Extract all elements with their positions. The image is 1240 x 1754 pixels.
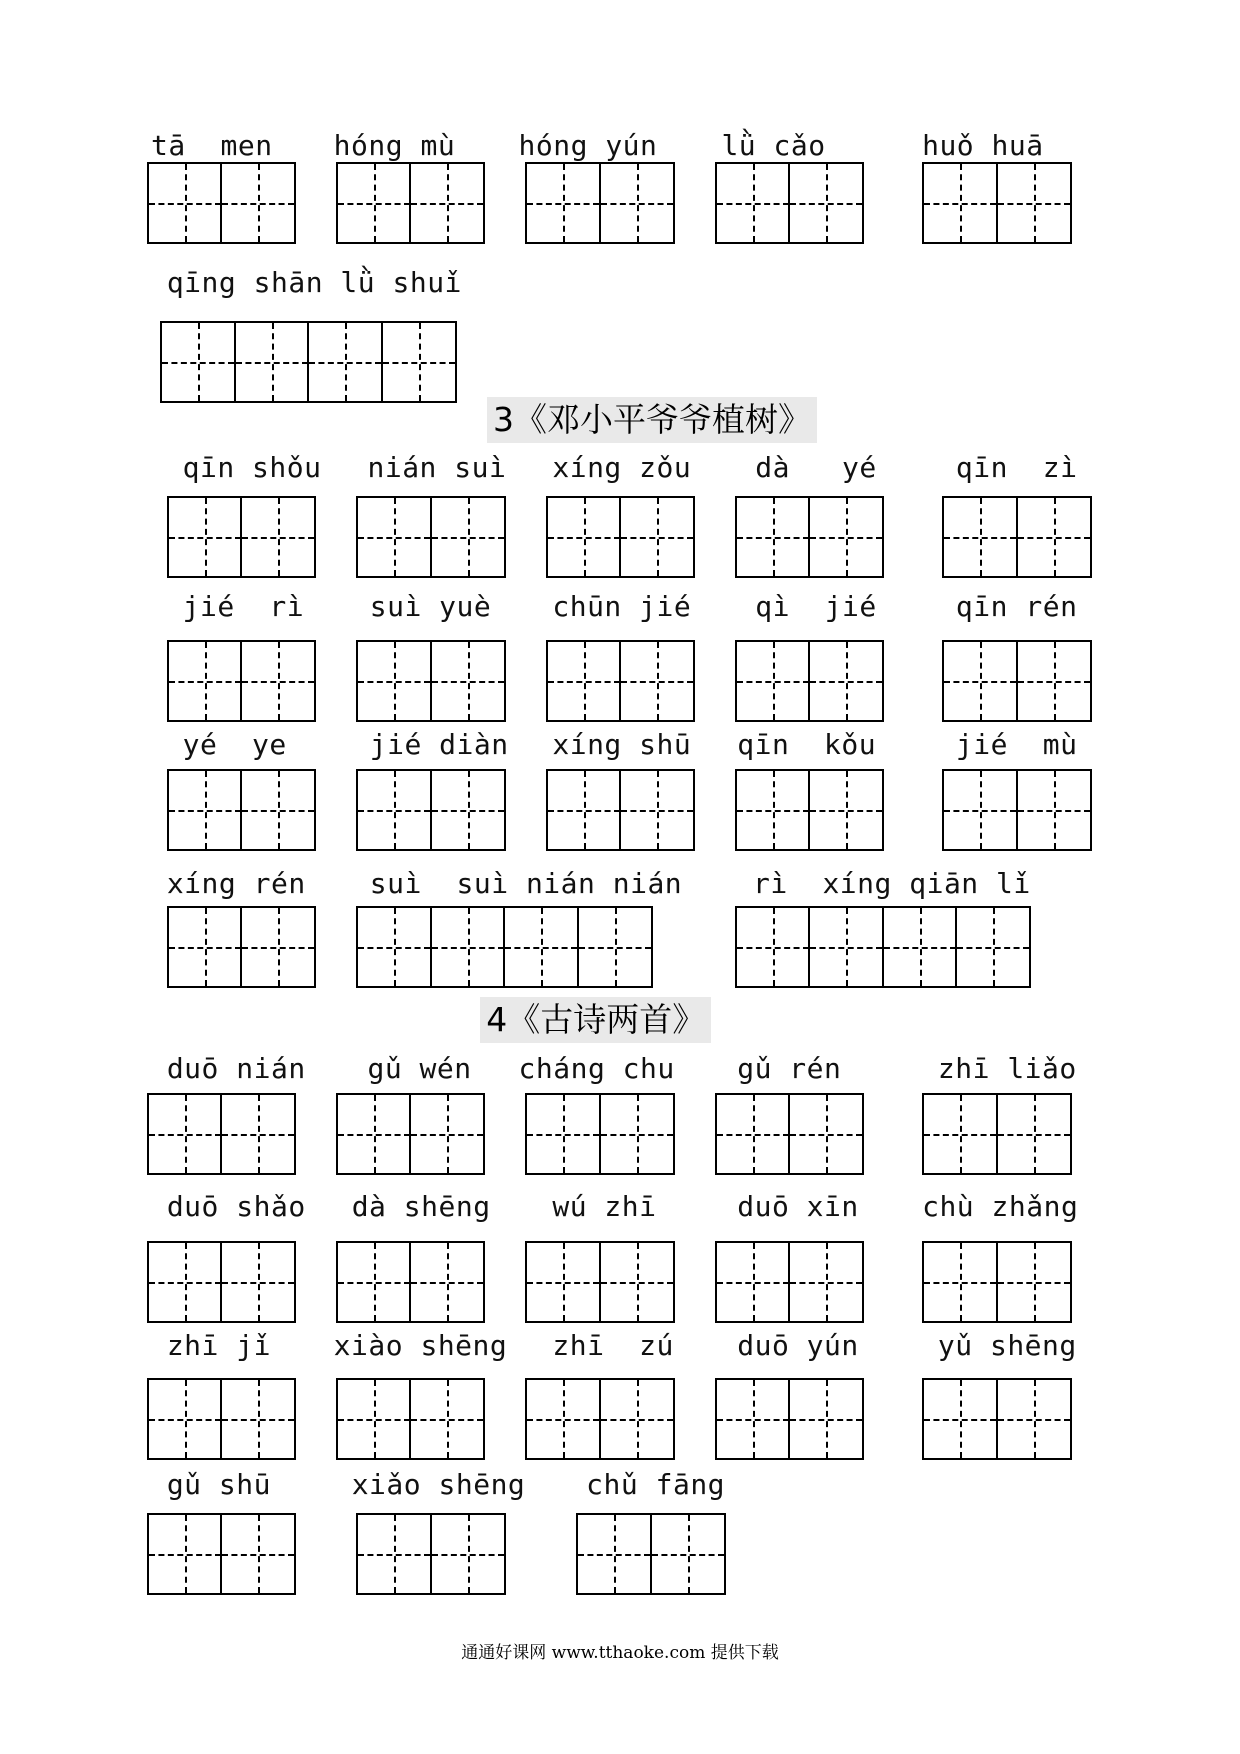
writing-cell[interactable] — [220, 162, 296, 244]
pinyin-label: yé ye — [182, 728, 287, 762]
pinyin-label: duō shǎo — [166, 1190, 306, 1224]
writing-cell[interactable] — [240, 769, 316, 851]
tianzige-grid — [922, 162, 1072, 244]
tianzige-grid — [147, 1513, 297, 1595]
writing-cell[interactable] — [220, 1093, 296, 1175]
writing-cell[interactable] — [735, 496, 811, 578]
writing-cell[interactable] — [525, 162, 601, 244]
tianzige-grid — [147, 1378, 297, 1460]
writing-cell[interactable] — [922, 162, 998, 244]
tianzige-grid — [356, 640, 506, 722]
tianzige-grid — [167, 906, 317, 988]
writing-cell[interactable] — [996, 1378, 1072, 1460]
writing-cell[interactable] — [336, 1241, 412, 1323]
tianzige-grid — [356, 906, 653, 988]
writing-cell[interactable] — [381, 321, 457, 403]
writing-cell[interactable] — [356, 496, 432, 578]
writing-cell[interactable] — [356, 906, 432, 988]
writing-cell[interactable] — [735, 640, 811, 722]
writing-cell[interactable] — [599, 1378, 675, 1460]
tianzige-grid — [922, 1241, 1072, 1323]
writing-cell[interactable] — [430, 769, 506, 851]
writing-cell[interactable] — [577, 906, 653, 988]
tianzige-grid — [167, 496, 317, 578]
writing-cell[interactable] — [576, 1513, 652, 1595]
tianzige-grid — [942, 640, 1092, 722]
writing-cell[interactable] — [955, 906, 1031, 988]
pinyin-label: rì xíng qiān lǐ — [753, 866, 1031, 900]
writing-cell[interactable] — [808, 769, 884, 851]
tianzige-grid — [167, 769, 317, 851]
writing-cell[interactable] — [356, 1513, 432, 1595]
writing-cell[interactable] — [409, 1093, 485, 1175]
writing-cell[interactable] — [619, 769, 695, 851]
footer-credit: 通通好课网 www.tthaoke.com 提供下载 — [461, 1643, 779, 1663]
pinyin-label: qīn shǒu — [182, 450, 322, 484]
tianzige-grid — [546, 496, 696, 578]
writing-cell[interactable] — [525, 1241, 601, 1323]
writing-cell[interactable] — [942, 769, 1018, 851]
writing-cell[interactable] — [996, 162, 1072, 244]
pinyin-label: duō xīn — [737, 1190, 859, 1224]
writing-cell[interactable] — [922, 1378, 998, 1460]
pinyin-label: dà yé — [755, 450, 877, 484]
lesson-title: 4《古诗两首》 — [480, 997, 711, 1043]
tianzige-grid — [525, 1241, 675, 1323]
writing-cell[interactable] — [147, 1241, 223, 1323]
pinyin-label: lǜ cǎo — [721, 128, 826, 162]
tianzige-grid — [336, 1093, 486, 1175]
writing-cell[interactable] — [619, 640, 695, 722]
pinyin-label: hóng mù — [333, 128, 456, 162]
writing-cell[interactable] — [808, 640, 884, 722]
tianzige-grid — [735, 906, 1032, 988]
pinyin-label: hóng yún — [518, 128, 658, 162]
writing-cell[interactable] — [546, 769, 622, 851]
pinyin-label: chǔ fāng — [586, 1467, 726, 1501]
tianzige-grid — [922, 1093, 1072, 1175]
writing-cell[interactable] — [240, 496, 316, 578]
tianzige-grid — [546, 769, 696, 851]
tianzige-grid — [336, 1378, 486, 1460]
tianzige-grid — [147, 1241, 297, 1323]
writing-cell[interactable] — [942, 640, 1018, 722]
writing-cell[interactable] — [715, 1378, 791, 1460]
tianzige-grid — [336, 1241, 486, 1323]
pinyin-label: wú zhī — [552, 1190, 657, 1224]
pinyin-label: qì jié — [755, 589, 877, 623]
pinyin-label: xiào shēng — [333, 1329, 508, 1363]
writing-cell[interactable] — [599, 1093, 675, 1175]
tianzige-grid — [525, 1093, 675, 1175]
tianzige-grid — [356, 1513, 506, 1595]
writing-cell[interactable] — [167, 906, 243, 988]
tianzige-grid — [922, 1378, 1072, 1460]
pinyin-label: qīn kǒu — [737, 728, 877, 762]
tianzige-grid — [525, 162, 675, 244]
pinyin-label: gǔ shū — [166, 1467, 271, 1501]
tianzige-grid — [735, 496, 885, 578]
tianzige-grid — [356, 769, 506, 851]
writing-cell[interactable] — [599, 1241, 675, 1323]
pinyin-label: yǔ shēng — [937, 1329, 1077, 1363]
writing-cell[interactable] — [167, 769, 243, 851]
writing-cell[interactable] — [922, 1241, 998, 1323]
writing-cell[interactable] — [336, 162, 412, 244]
writing-cell[interactable] — [409, 1241, 485, 1323]
writing-cell[interactable] — [409, 162, 485, 244]
writing-cell[interactable] — [715, 1093, 791, 1175]
pinyin-label: qīn rén — [955, 589, 1078, 623]
writing-cell[interactable] — [735, 769, 811, 851]
pinyin-label: xíng shū — [552, 728, 692, 762]
tianzige-grid — [160, 321, 457, 403]
writing-cell[interactable] — [160, 321, 236, 403]
writing-cell[interactable] — [599, 162, 675, 244]
pinyin-label: duō nián — [166, 1051, 306, 1085]
writing-cell[interactable] — [503, 906, 579, 988]
pinyin-label: qīn zì — [955, 450, 1078, 484]
pinyin-label: gǔ wén — [367, 1051, 472, 1085]
pinyin-label: zhī zú — [552, 1329, 674, 1363]
tianzige-grid — [735, 640, 885, 722]
writing-cell[interactable] — [1016, 496, 1092, 578]
pinyin-label: cháng chu — [518, 1051, 675, 1085]
tianzige-grid — [336, 162, 486, 244]
writing-cell[interactable] — [922, 1093, 998, 1175]
writing-cell[interactable] — [409, 1378, 485, 1460]
pinyin-label: suì suì nián nián — [369, 866, 683, 900]
writing-cell[interactable] — [147, 162, 223, 244]
writing-cell[interactable] — [650, 1513, 726, 1595]
writing-cell[interactable] — [788, 162, 864, 244]
writing-cell[interactable] — [735, 906, 811, 988]
writing-cell[interactable] — [234, 321, 310, 403]
pinyin-label: xíng rén — [166, 866, 306, 900]
pinyin-label: xíng zǒu — [552, 450, 692, 484]
writing-cell[interactable] — [220, 1241, 296, 1323]
writing-cell[interactable] — [167, 640, 243, 722]
tianzige-grid — [942, 496, 1092, 578]
writing-cell[interactable] — [619, 496, 695, 578]
pinyin-label: duō yún — [737, 1329, 859, 1363]
tianzige-grid — [147, 1093, 297, 1175]
pinyin-label: zhī liǎo — [937, 1051, 1077, 1085]
tianzige-grid — [546, 640, 696, 722]
writing-cell[interactable] — [996, 1093, 1072, 1175]
writing-cell[interactable] — [167, 496, 243, 578]
writing-cell[interactable] — [996, 1241, 1072, 1323]
pinyin-label: jié mù — [955, 728, 1078, 762]
pinyin-label: jié rì — [182, 589, 305, 623]
writing-cell[interactable] — [525, 1378, 601, 1460]
writing-cell[interactable] — [525, 1093, 601, 1175]
writing-cell[interactable] — [147, 1093, 223, 1175]
writing-cell[interactable] — [336, 1093, 412, 1175]
writing-cell[interactable] — [808, 906, 884, 988]
writing-cell[interactable] — [147, 1513, 223, 1595]
tianzige-grid — [147, 162, 297, 244]
pinyin-label: huǒ huā — [922, 128, 1044, 162]
writing-cell[interactable] — [336, 1378, 412, 1460]
lesson-title: 3《邓小平爷爷植树》 — [487, 397, 817, 443]
writing-cell[interactable] — [546, 496, 622, 578]
writing-cell[interactable] — [882, 906, 958, 988]
tianzige-grid — [715, 1241, 865, 1323]
writing-cell[interactable] — [808, 496, 884, 578]
pinyin-label: zhī jǐ — [166, 1329, 271, 1363]
tianzige-grid — [715, 1093, 865, 1175]
tianzige-grid — [715, 162, 865, 244]
writing-cell[interactable] — [430, 640, 506, 722]
writing-cell[interactable] — [240, 906, 316, 988]
writing-cell[interactable] — [788, 1378, 864, 1460]
pinyin-label: qīng shān lǜ shuǐ — [166, 266, 462, 300]
writing-cell[interactable] — [430, 496, 506, 578]
writing-cell[interactable] — [356, 769, 432, 851]
writing-cell[interactable] — [546, 640, 622, 722]
writing-cell[interactable] — [220, 1513, 296, 1595]
pinyin-label: xiǎo shēng — [351, 1467, 526, 1501]
pinyin-label: tā men — [151, 128, 273, 162]
pinyin-label: chūn jié — [552, 589, 692, 623]
writing-cell[interactable] — [147, 1378, 223, 1460]
writing-cell[interactable] — [430, 1513, 506, 1595]
pinyin-label: jié diàn — [369, 728, 509, 762]
tianzige-grid — [576, 1513, 726, 1595]
tianzige-grid — [942, 769, 1092, 851]
tianzige-grid — [167, 640, 317, 722]
writing-cell[interactable] — [1016, 640, 1092, 722]
writing-cell[interactable] — [240, 640, 316, 722]
tianzige-grid — [356, 496, 506, 578]
writing-cell[interactable] — [356, 640, 432, 722]
tianzige-grid — [735, 769, 885, 851]
writing-cell[interactable] — [715, 162, 791, 244]
writing-cell[interactable] — [942, 496, 1018, 578]
tianzige-grid — [525, 1378, 675, 1460]
pinyin-label: gǔ rén — [737, 1051, 842, 1085]
writing-cell[interactable] — [788, 1241, 864, 1323]
writing-cell[interactable] — [715, 1241, 791, 1323]
pinyin-label: suì yuè — [369, 589, 492, 623]
writing-cell[interactable] — [307, 321, 383, 403]
pinyin-label: dà shēng — [351, 1190, 491, 1224]
pinyin-label: nián suì — [367, 450, 507, 484]
writing-cell[interactable] — [1016, 769, 1092, 851]
writing-cell[interactable] — [220, 1378, 296, 1460]
writing-cell[interactable] — [430, 906, 506, 988]
writing-cell[interactable] — [788, 1093, 864, 1175]
tianzige-grid — [715, 1378, 865, 1460]
pinyin-label: chù zhǎng — [922, 1190, 1079, 1224]
